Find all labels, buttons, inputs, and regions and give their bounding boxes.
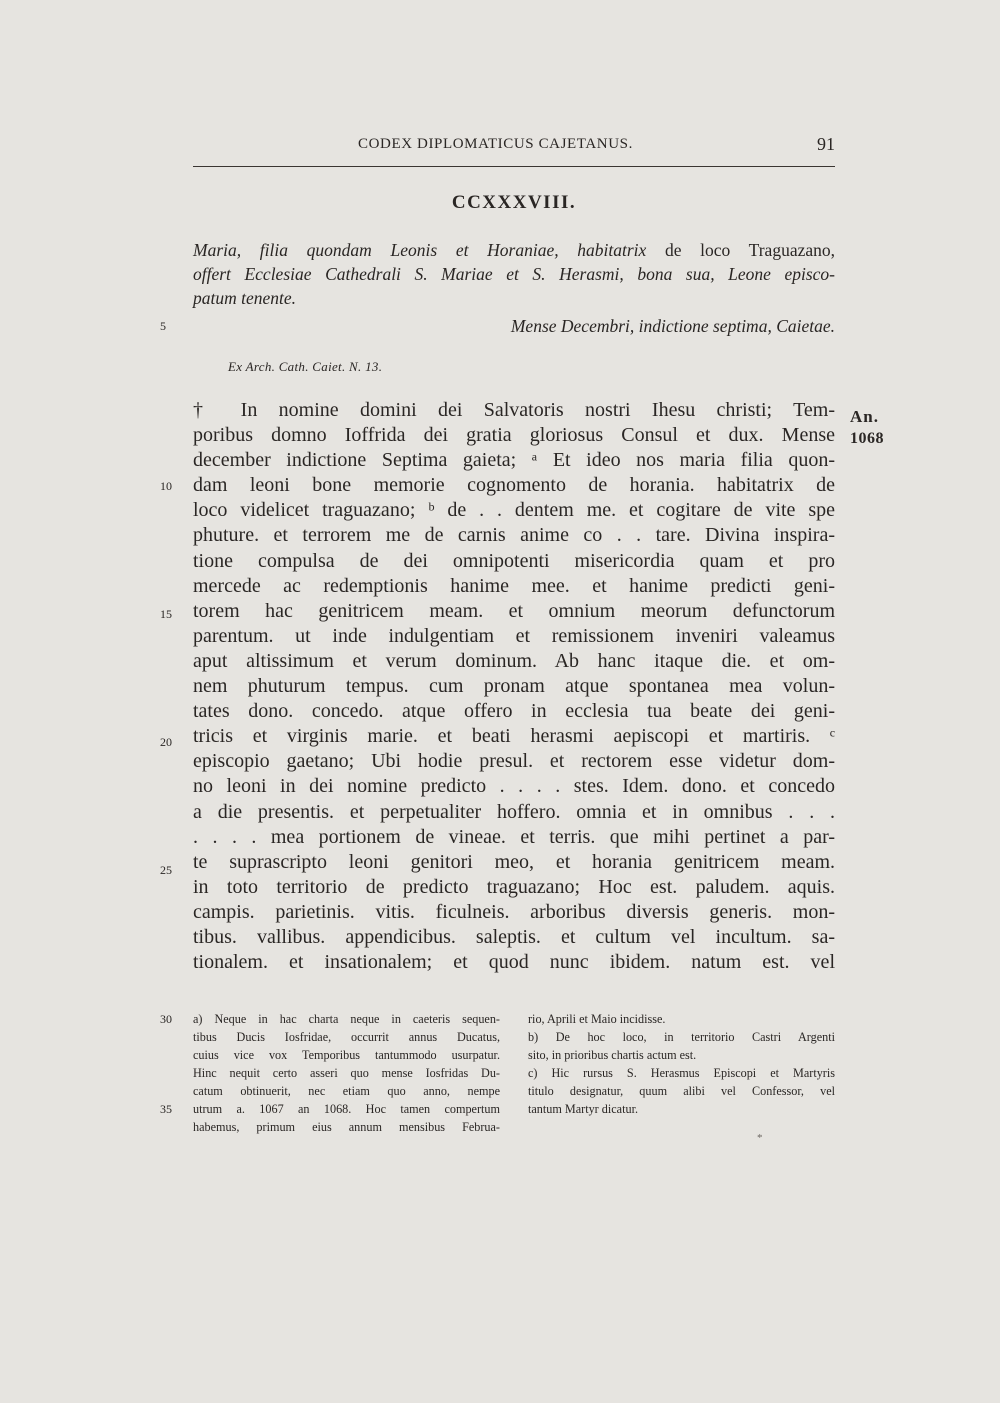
text-line: mercede ac redemptionis hanime mee. et hanime predicti geni-: [193, 574, 835, 597]
text-line: nem phuturum tempus. cum pronam atque spontanea mea volun-: [193, 675, 835, 698]
text-line: tricis et virginis marie. et beati herasmi aepiscopi et martiris. ᶜ: [193, 725, 835, 748]
footnote-line: sito, in prioribus chartis actum est.: [528, 1048, 697, 1062]
text-line: in toto territorio de predicto traguazano; Hoc est. paludem. aquis.: [193, 875, 835, 898]
archive-source: Ex Arch. Cath. Caiet. N. 13.: [228, 359, 383, 374]
summary-italic-part: Maria, filia quondam Leonis et Horaniae, habitatrix: [193, 240, 647, 260]
text-line: tibus. vallibus. appendicibus. saleptis. et cultum vel incultum. sa-: [193, 925, 835, 948]
running-title: CODEX DIPLOMATICUS CAJETANUS.: [358, 136, 633, 152]
footnote-line: cuius vice vox Temporibus tantummodo usurpatur.: [193, 1048, 500, 1062]
text-line: dam leoni bone memorie cognomento de horania. habitatrix de: [193, 474, 835, 497]
text-line: te suprascripto leoni genitori meo, et horania genitricem meam.: [193, 850, 835, 873]
text-line: poribus domno Ioffrida dei gratia gloriosus Consul et dux. Mense: [193, 424, 835, 447]
summary-line-2: offert Ecclesiae Cathedrali S. Mariae et S. Herasmi, bona sua, Leone episco-: [193, 264, 835, 284]
line-number: 35: [160, 1102, 172, 1116]
text-line: tione compulsa de dei omnipotenti misericordia quam et pro: [193, 549, 835, 572]
text-line: campis. parietinis. vitis. ficulneis. arboribus diversis generis. mon-: [193, 900, 835, 923]
line-number: 20: [160, 735, 172, 749]
footnote-line: catum obtinuerit, nec etiam quo anno, nempe: [193, 1084, 500, 1098]
text-line: no leoni in dei nomine predicto . . . . stes. Idem. dono. et concedo: [193, 775, 835, 798]
running-header: [193, 136, 835, 160]
summary-line-3: patum tenente.: [193, 288, 297, 308]
year-label: An.: [850, 407, 879, 426]
text-line: torem hac genitricem meam. et omnium meorum defunctorum: [193, 599, 835, 622]
line-number: 10: [160, 479, 172, 493]
page-number: 91: [817, 134, 835, 154]
text-line: episcopio gaetano; Ubi hodie presul. et rectorem esse videtur dom-: [193, 750, 835, 773]
footnote-line: rio, Aprili et Maio incidisse.: [528, 1012, 666, 1026]
footnotes-right-column: [528, 1010, 835, 1118]
dateline: Mense Decembri, indictione septima, Caietae.: [510, 316, 835, 336]
year-value: 1068: [850, 430, 884, 447]
text-line: phuture. et terrorem me de carnis anime co . . tare. Divina inspira-: [193, 524, 835, 547]
footnotes-left-column: [193, 1010, 500, 1136]
text-line: . . . . mea portionem de vineae. et terris. que mihi pertinet a par-: [193, 825, 835, 848]
line-number: 15: [160, 607, 172, 621]
charter-text: [193, 398, 835, 975]
summary-line-1: [193, 238, 835, 262]
text-line: december indictione Septima gaieta; ᵃ Et ideo nos maria filia quon-: [193, 449, 835, 472]
footnote-line: tibus Ducis Iosfridae, occurrit annus Ducatus,: [193, 1030, 500, 1044]
text-line: † In nomine domini dei Salvatoris nostri Ihesu christi; Tem-: [193, 399, 835, 421]
footnote-line: b) De hoc loco, in territorio Castri Argenti: [528, 1030, 835, 1044]
footnote-line: Hinc nequit certo asseri quo mense Iosfridas Du-: [193, 1066, 500, 1080]
footnote-line: titulo designatur, quum alibi vel Confessor, vel: [528, 1084, 835, 1098]
charter-number: CCXXXVIII.: [451, 192, 577, 213]
line-number: 5: [160, 319, 166, 333]
footnote-line: utrum a. 1067 an 1068. Hoc tamen compertum: [193, 1102, 500, 1116]
header-rule: [193, 166, 835, 167]
footnote-line: a) Neque in hac charta neque in caeteris sequen-: [193, 1012, 500, 1026]
ornament-mark: *: [757, 1132, 763, 1144]
text-line: a die presentis. et perpetualiter hoffero. omnia et in omnibus . . .: [193, 800, 835, 823]
text-line: aput altissimum et verum dominum. Ab hanc itaque die. et om-: [193, 649, 835, 672]
footnote-line: c) Hic rursus S. Herasmus Episcopi et Martyris: [528, 1066, 835, 1080]
text-line: loco videlicet traguazano; ᵇ de . . dentem me. et cogitare de vite spe: [193, 499, 835, 522]
text-line: tates dono. concedo. atque offero in ecclesia tua beate dei geni-: [193, 700, 835, 723]
text-line: tionalem. et insationalem; et quod nunc ibidem. natum est. vel: [193, 951, 835, 974]
text-line: parentum. ut inde indulgentiam et remissionem inveniri valeamus: [193, 624, 835, 647]
line-number: 30: [160, 1012, 172, 1026]
footnote-line: habemus, primum eius annum mensibus Februa-: [193, 1120, 500, 1134]
charter-summary: [193, 238, 835, 310]
summary-roman-part: de loco Traguazano,: [646, 240, 835, 260]
line-number: 25: [160, 863, 172, 877]
footnote-line: tantum Martyr dicatur.: [528, 1102, 638, 1116]
